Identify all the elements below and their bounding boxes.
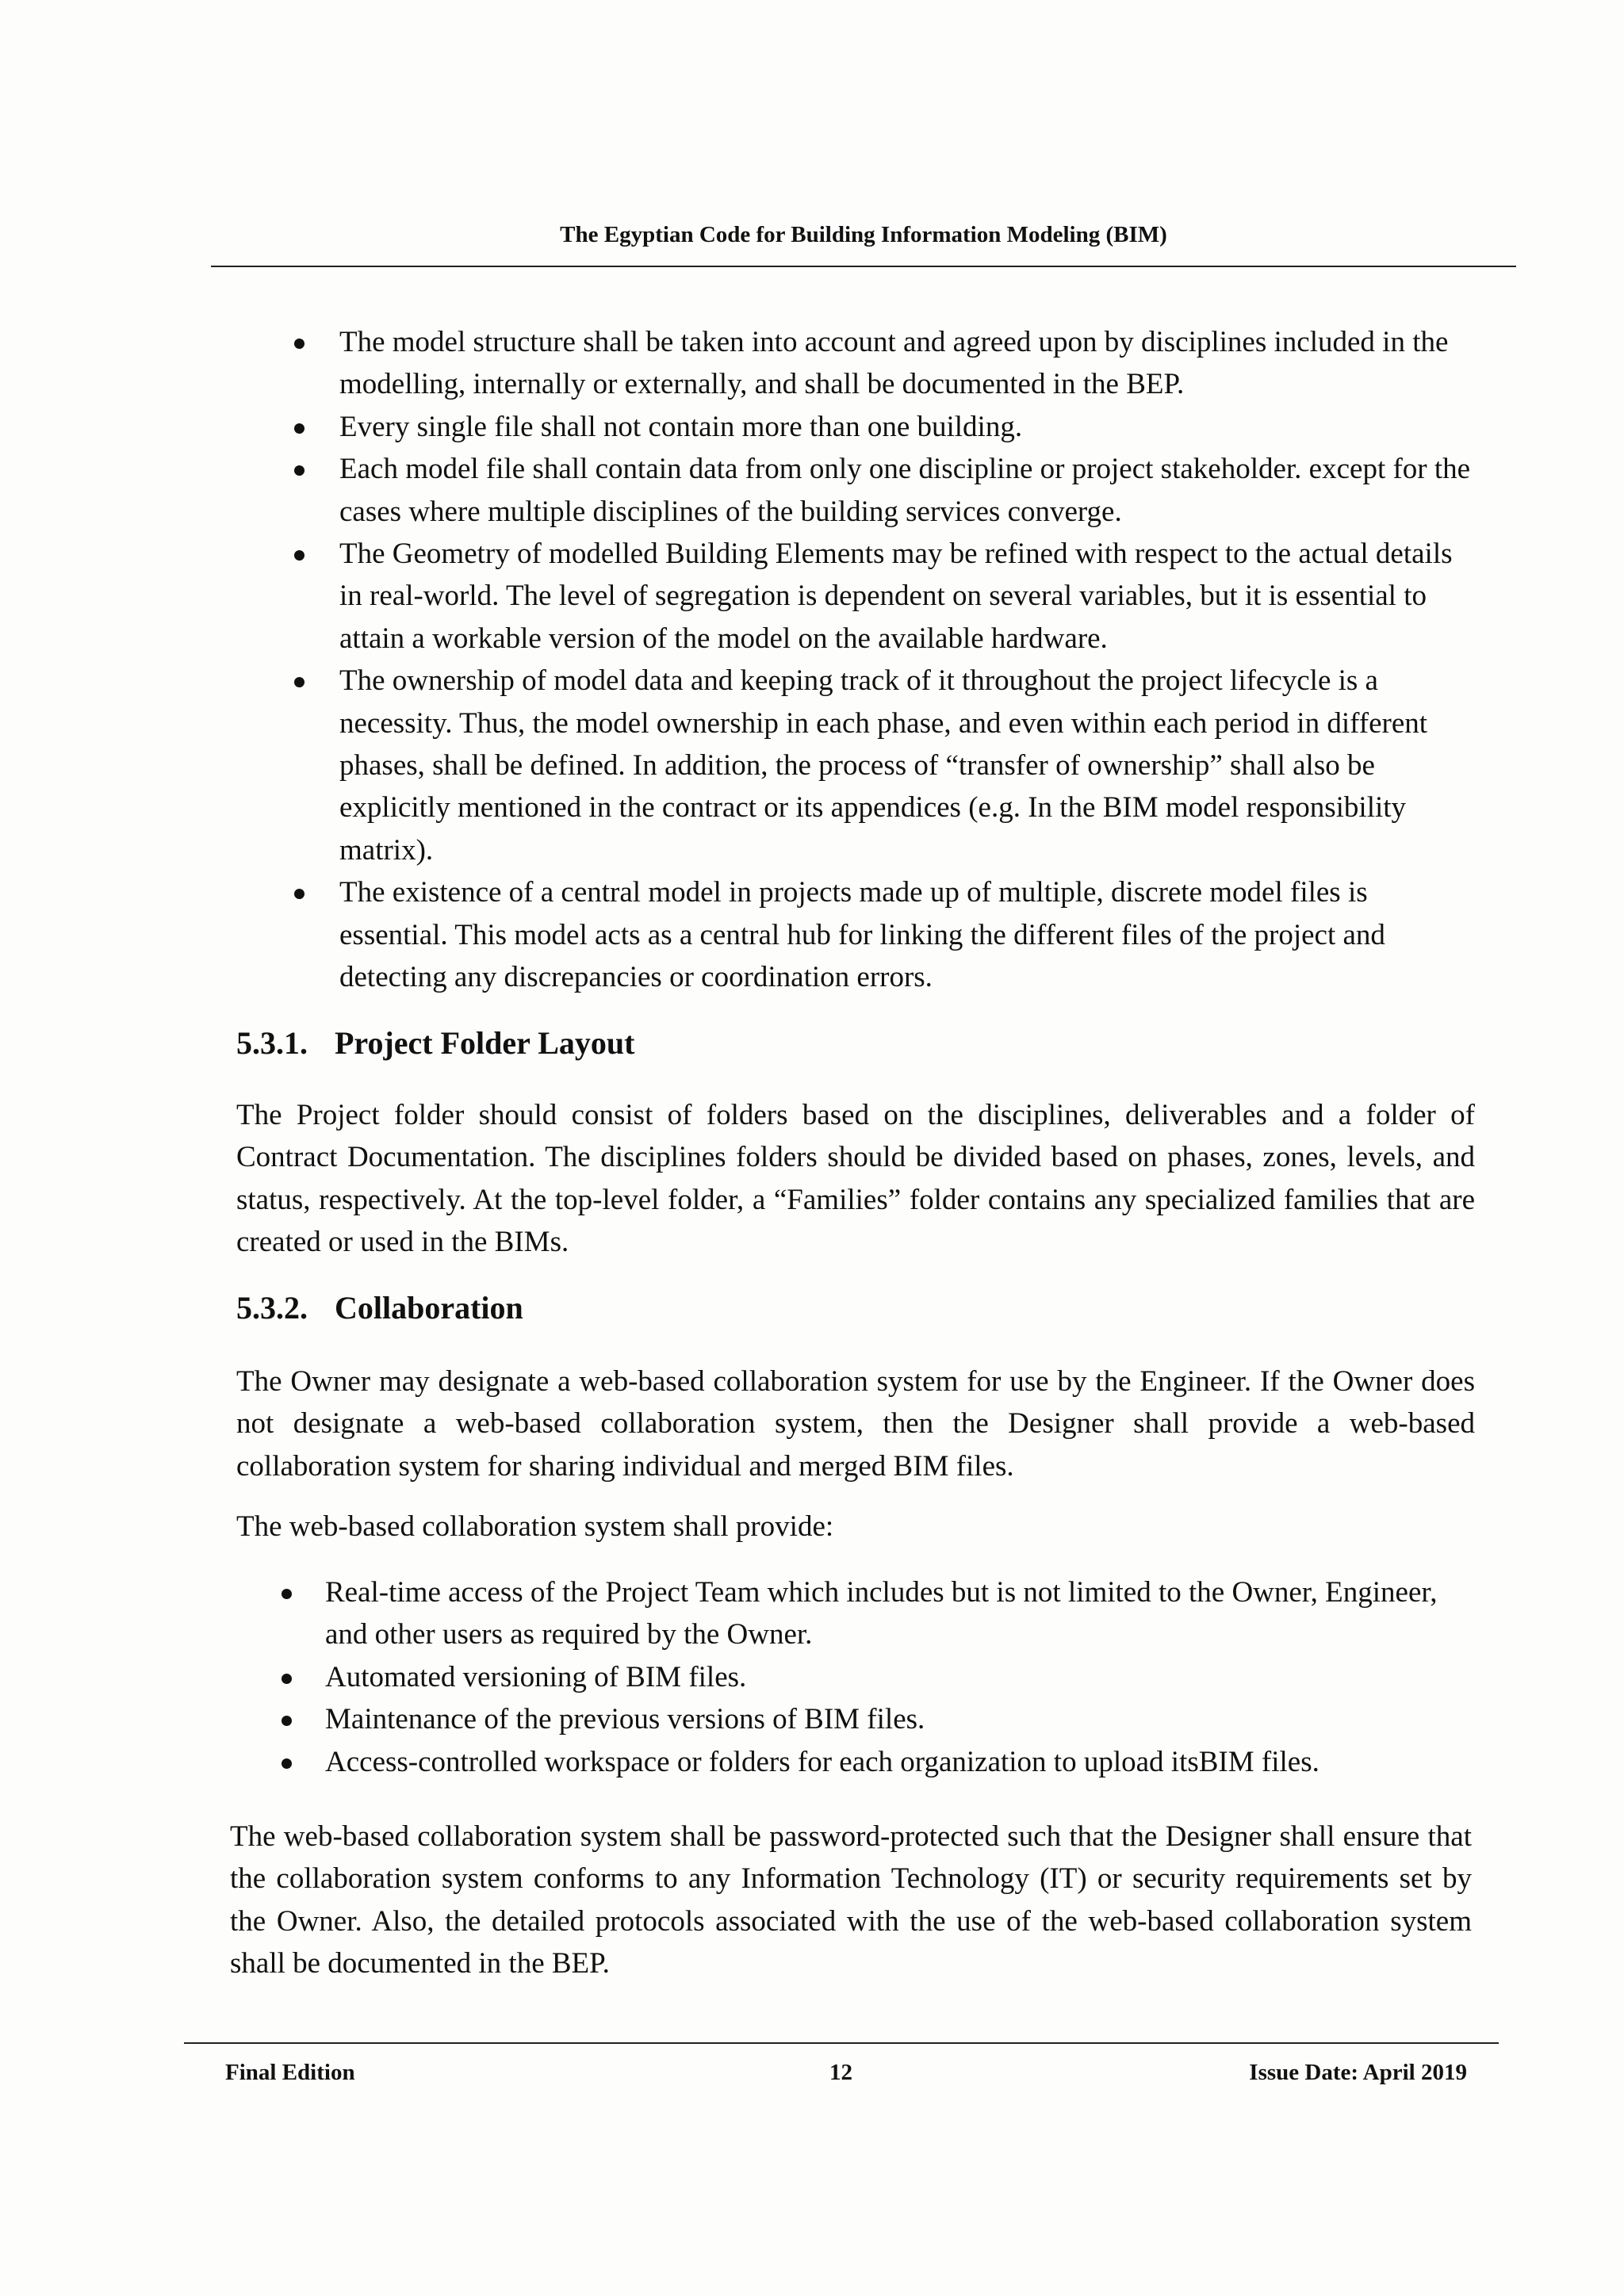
- section-title: Collaboration: [335, 1290, 523, 1326]
- section-number: 5.3.1.: [236, 1025, 308, 1061]
- list-item-text: Real-time access of the Project Team which includes but is not limited to the Owner, Engineer, and other users as required by the Owner.: [325, 1576, 1438, 1651]
- list-item: [325, 1698, 1475, 1740]
- list-item: [325, 1741, 1475, 1783]
- list-item: [339, 321, 1481, 406]
- footer-divider: [184, 2042, 1499, 2044]
- list-item-text: The model structure shall be taken into account and agreed upon by disciplines included in the modelling, internally or externally, and shall be documented in the BEP.: [339, 326, 1449, 401]
- list-item-text: Access-controlled workspace or folders for each organization to upload itsBIM files.: [325, 1745, 1320, 1778]
- requirements-bullet-list: [339, 321, 1481, 999]
- bullet-icon: [282, 1674, 292, 1684]
- list-item: [339, 406, 1481, 448]
- list-item: [339, 448, 1481, 533]
- footer-issue-date: Issue Date: April 2019: [1249, 2060, 1467, 2085]
- section-heading-collaboration: [236, 1286, 523, 1330]
- list-item: [325, 1571, 1475, 1656]
- list-item-text: Automated versioning of BIM files.: [325, 1660, 747, 1693]
- list-item-text: Every single file shall not contain more than one building.: [339, 410, 1023, 443]
- footer-page-number: 12: [829, 2060, 852, 2085]
- list-item-text: The Geometry of modelled Building Elements may be refined with respect to the actual details in real-world. The level of segregation is dependent on several variables, but it is essential to attain a workable version of the model on the available hardware.: [339, 538, 1453, 655]
- list-item-text: The ownership of model data and keeping track of it throughout the project lifecycle is a necessity. Thus, the model ownership in each phase, and even within each period in different phases, shall be defined. In addition, the process of “transfer of ownership” shall also be explicitly mentioned in the contract or its appendices (e.g. In the BIM model responsibility matrix).: [339, 664, 1428, 867]
- collaboration-bullet-list: [325, 1571, 1475, 1783]
- running-header: The Egyptian Code for Building Information Modeling (BIM): [560, 222, 1167, 247]
- list-item: [325, 1656, 1475, 1698]
- list-item: [339, 660, 1481, 871]
- bullet-icon: [294, 889, 304, 899]
- section-heading-project-folder-layout: [236, 1021, 634, 1066]
- collaboration-intro-paragraph: The web-based collaboration system shall provide:: [236, 1510, 834, 1543]
- section-number: 5.3.2.: [236, 1290, 308, 1326]
- bullet-icon: [282, 1716, 292, 1726]
- bullet-icon: [294, 339, 304, 349]
- bullet-icon: [294, 465, 304, 476]
- collaboration-security-paragraph: The web-based collaboration system shall be password-protected such that the Designer shall ensure that the collaboration system conforms to any Information Technology (IT) or security requirements set by the Owner. Also, the detailed protocols associated with the use of the web-based collaboration system shall be documented in the BEP.: [230, 1820, 1472, 1980]
- project-folder-paragraph: The Project folder should consist of folders based on the disciplines, deliverables and a folder of Contract Documentation. The disciplines folders should be divided based on phases, zones, levels, and status, respectively. At the top-level folder, a “Families” folder contains any specialized families that are created or used in the BIMs.: [236, 1099, 1475, 1259]
- section-title: Project Folder Layout: [335, 1025, 635, 1061]
- bullet-icon: [294, 423, 304, 434]
- list-item-text: Each model file shall contain data from only one discipline or project stakeholder. except for the cases where multiple disciplines of the building services converge.: [339, 453, 1471, 528]
- list-item-text: The existence of a central model in projects made up of multiple, discrete model files is essential. This model acts as a central hub for linking the different files of the project and detecting any discrepancies or coordination errors.: [339, 876, 1385, 994]
- list-item: [339, 533, 1481, 660]
- bullet-icon: [294, 677, 304, 687]
- collaboration-paragraph: The Owner may designate a web-based collaboration system for use by the Engineer. If the Owner does not designate a web-based collaboration system, then the Designer shall provide a web-based collaboration system for sharing individual and merged BIM files.: [236, 1365, 1475, 1483]
- bullet-icon: [282, 1589, 292, 1599]
- footer-edition: Final Edition: [225, 2060, 355, 2085]
- header-divider: [211, 266, 1516, 267]
- list-item: [339, 871, 1481, 998]
- bullet-icon: [282, 1758, 292, 1769]
- bullet-icon: [294, 550, 304, 561]
- list-item-text: Maintenance of the previous versions of BIM files.: [325, 1703, 925, 1736]
